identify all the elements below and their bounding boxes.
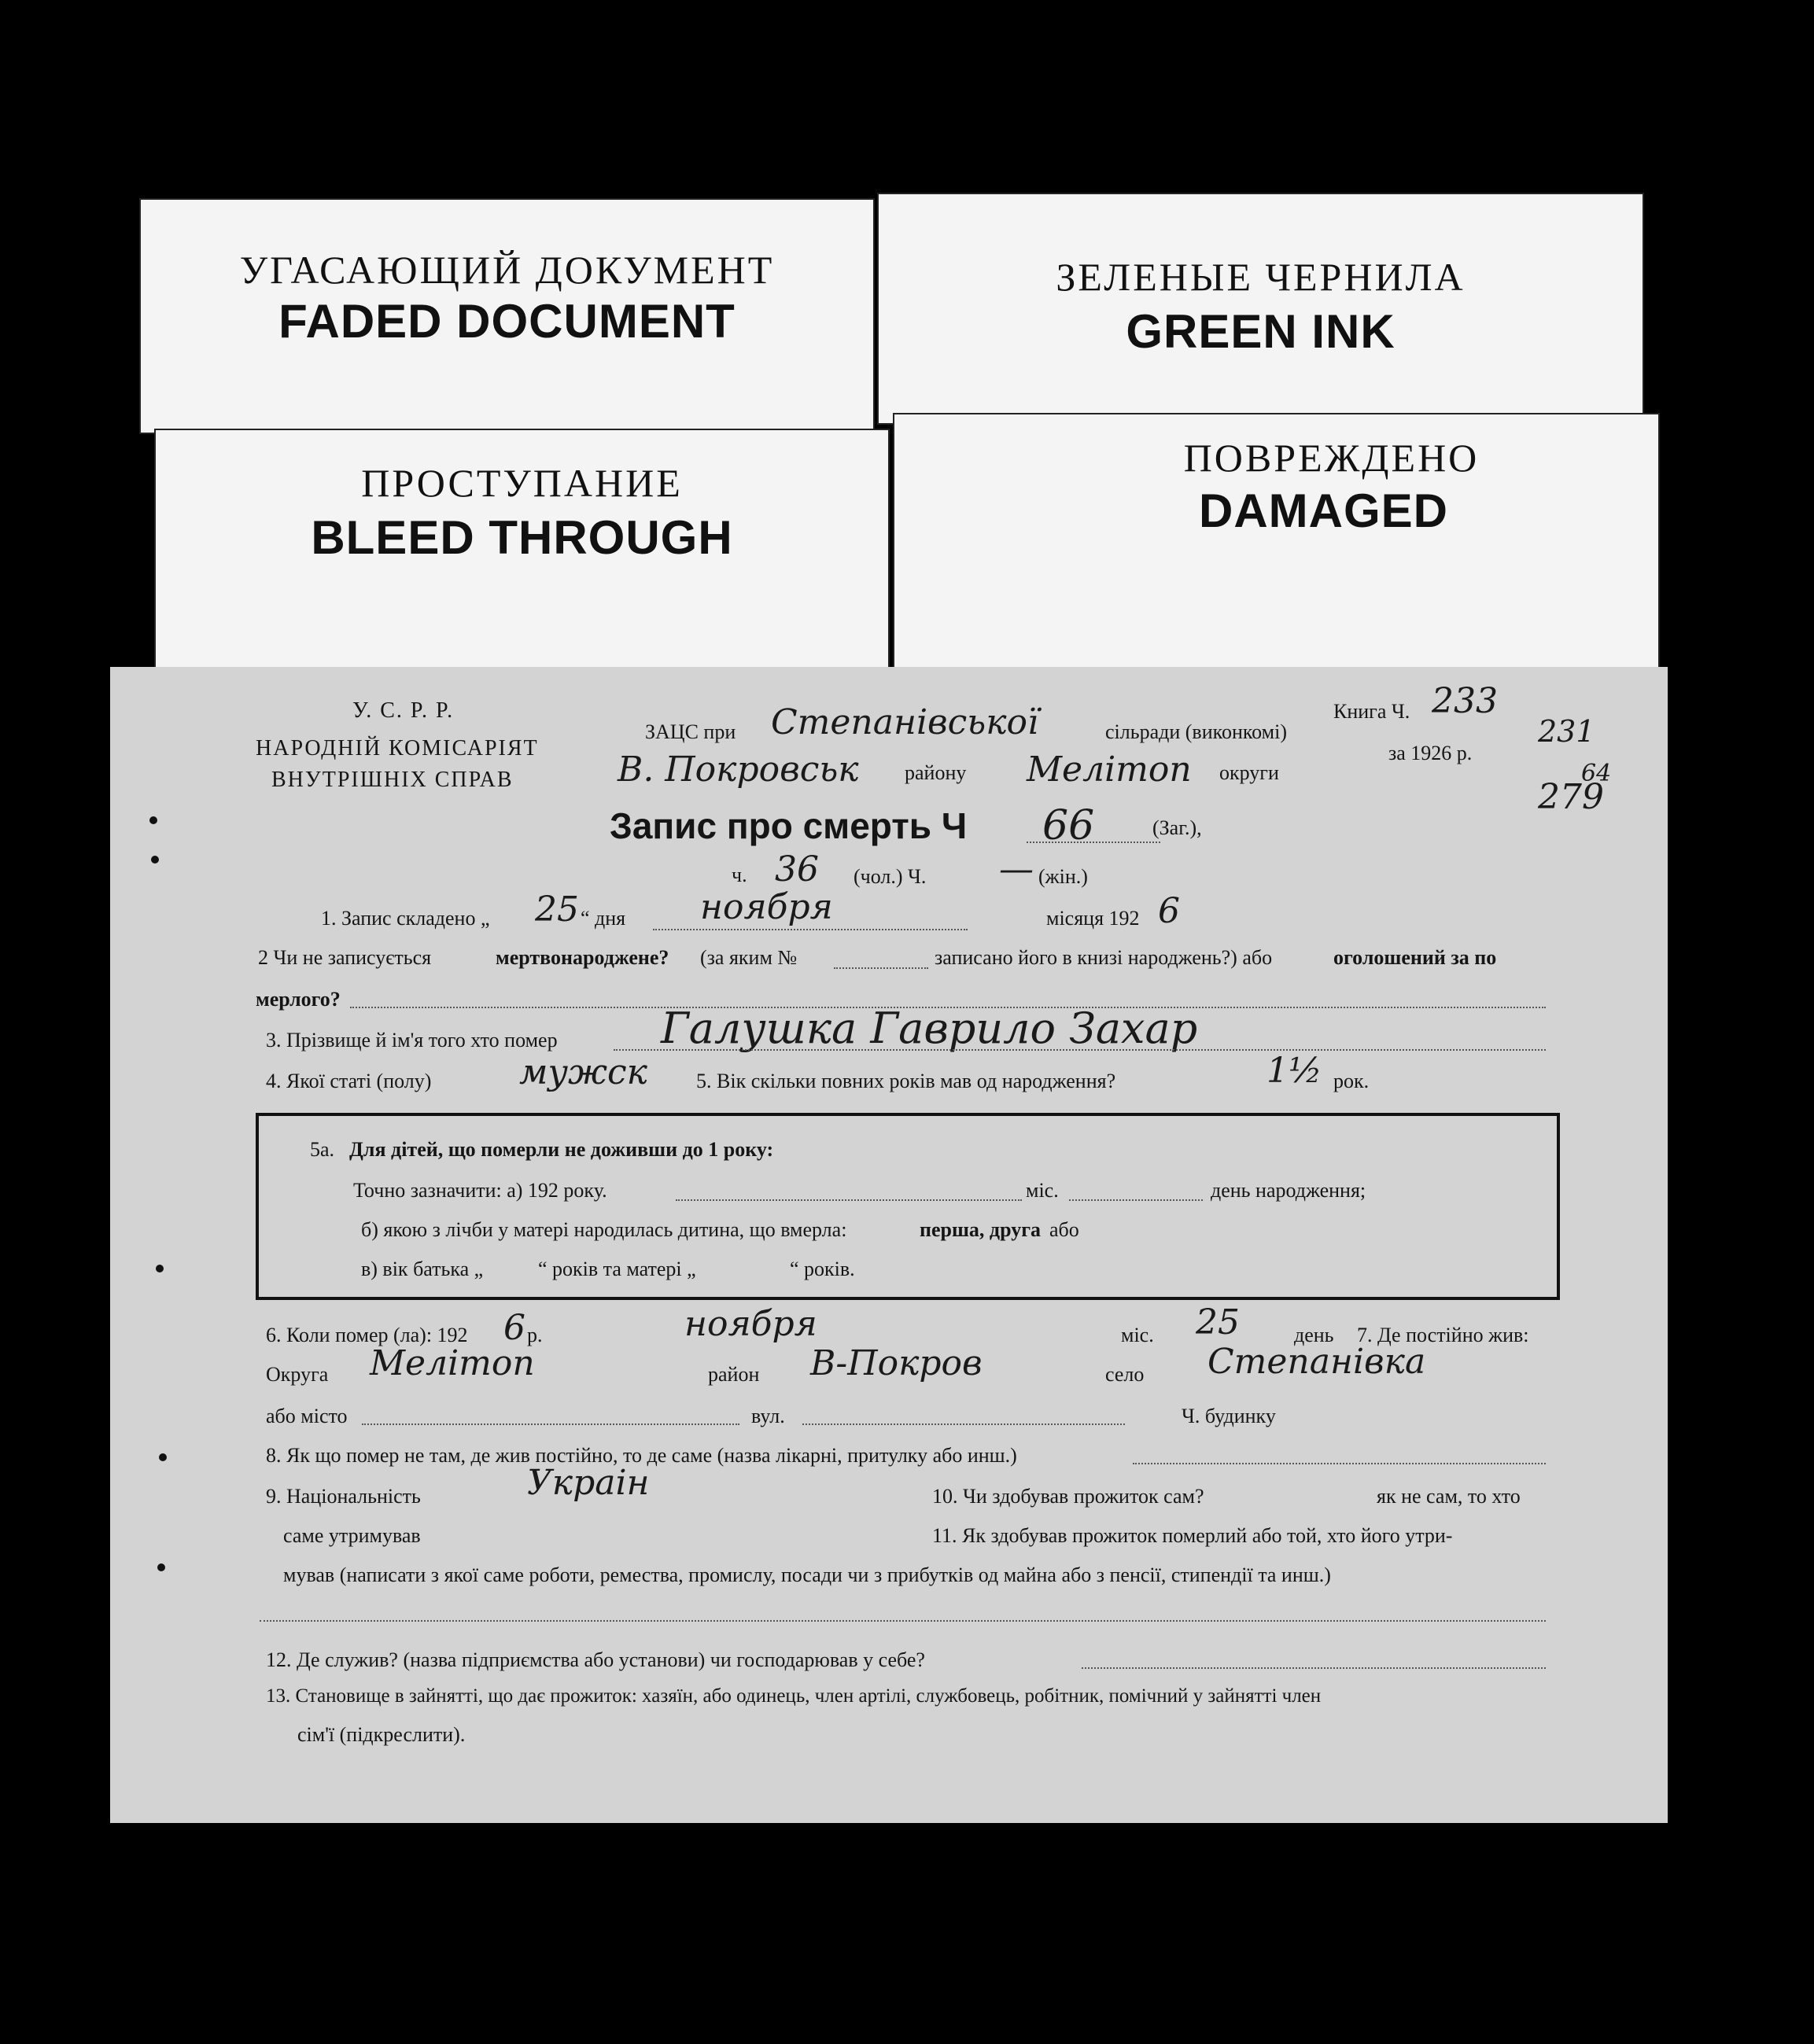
field-5a-mis: міс. <box>1026 1179 1059 1202</box>
field-selo: село <box>1105 1363 1145 1386</box>
field-rayon: район <box>708 1363 760 1386</box>
field-5-unit: рок. <box>1333 1070 1370 1092</box>
dotted-line <box>1069 1199 1203 1201</box>
hw-okrug-res: Мелітоп <box>370 1343 535 1383</box>
field-7-label: 7. Де постійно жив: <box>1357 1324 1529 1346</box>
header-okrug: округи <box>1219 761 1279 784</box>
dotted-line <box>260 1620 1546 1622</box>
hw-age: 1½ <box>1266 1051 1322 1091</box>
field-5a-label: 5а. <box>310 1138 335 1161</box>
field-5a-a: Точно зазначити: а) 192 року. <box>353 1179 607 1202</box>
label-faded-document <box>139 198 875 434</box>
hw-council: Степанівської <box>771 702 1039 742</box>
field-10-b: як не сам, то хто <box>1377 1485 1521 1508</box>
dotted-line <box>614 1049 1546 1051</box>
hw-nationality: Украін <box>527 1463 650 1503</box>
label-bleed-through <box>154 429 890 676</box>
header-zags: ЗАЦС при <box>645 720 736 743</box>
dotted-line <box>1027 842 1160 843</box>
field-12-label: 12. Де служив? (назва підприємства або установи) чи господарював у себе? <box>266 1648 925 1671</box>
hw-day: 25 <box>535 889 579 930</box>
hw-month: ноября <box>700 887 833 927</box>
field-13-b: сім'ї (підкреслити). <box>297 1723 466 1746</box>
header-district: району <box>905 761 967 784</box>
punch-hole <box>149 816 157 824</box>
header-year: за 1926 р. <box>1388 742 1473 764</box>
form-title: Запис про смерть Ч <box>610 805 968 846</box>
dotted-line <box>802 1423 1125 1425</box>
field-5a-c2: “ років та матері „ <box>538 1258 696 1280</box>
field-11-label: 11. Як здобував прожиток померлий або той, хто його утри- <box>932 1524 1453 1547</box>
label-damaged <box>893 413 1660 680</box>
header-village-council: сільради (виконкомі) <box>1105 720 1288 743</box>
death-record-form <box>110 667 1668 1823</box>
field-5a-c: в) вік батька „ <box>361 1258 484 1280</box>
hw-death-year: 6 <box>503 1308 525 1348</box>
field-2-label: 2 Чи не записується <box>258 946 432 969</box>
dotted-line <box>653 929 968 930</box>
field-6-mis: міс. <box>1121 1324 1154 1346</box>
label-damaged-en: DAMAGED <box>1199 484 1448 537</box>
title-male: (чол.) Ч. <box>854 865 927 888</box>
hw-month-year: 6 <box>1158 891 1180 931</box>
hw-death-day: 25 <box>1196 1302 1240 1342</box>
punch-hole <box>159 1453 167 1461</box>
field-5a-b-end: або <box>1049 1218 1079 1241</box>
hw-margin-no-top: 231 <box>1538 714 1595 749</box>
field-1-month: місяця 192 <box>1046 907 1140 930</box>
title-female: (жін.) <box>1038 865 1088 888</box>
hw-selo-res: Степанівка <box>1207 1342 1426 1382</box>
field-2-rest: (за яким № <box>700 946 798 969</box>
field-8-label: 8. Як що помер не там, де жив постійно, то де саме (назва лікарні, притулку або инш.) <box>266 1444 1017 1467</box>
label-bleed-ru: ПРОСТУПАНИЕ <box>361 461 683 505</box>
hw-okrug: Мелітоп <box>1027 749 1192 790</box>
dotted-line <box>1133 1463 1546 1464</box>
header-commissariat-2: ВНУТРІШНІХ СПРАВ <box>271 768 514 792</box>
label-green-en: GREEN INK <box>1126 305 1396 358</box>
field-5-label: 5. Вік скільки повних років мав од народження? <box>696 1070 1116 1092</box>
hw-district: В. Покровськ <box>618 749 859 790</box>
field-1-label: 1. Запис складено „ <box>321 907 490 930</box>
hw-margin-no: 279 <box>1538 777 1604 817</box>
field-9-label: 9. Національність <box>266 1485 421 1508</box>
header-book: Книга Ч. <box>1333 700 1410 723</box>
hw-death-month: ноября <box>684 1304 817 1344</box>
field-11-b: мував (написати з якої саме роботи, ремества, промислу, посади чи з прибутків од майна або з пенсії, стипендії та инш.) <box>283 1563 1331 1586</box>
punch-hole <box>157 1563 165 1571</box>
label-bleed-en: BLEED THROUGH <box>311 511 733 564</box>
field-budynok: Ч. будинку <box>1182 1405 1276 1427</box>
hw-male-no: 36 <box>775 849 819 889</box>
header-commissariat-1: НАРОДНІЙ КОМІСАРІЯТ <box>256 736 539 761</box>
punch-hole <box>156 1265 164 1272</box>
field-5a-c3: “ років. <box>790 1258 855 1280</box>
hw-name: Галушка Гаврило Захар <box>661 1004 1198 1053</box>
field-okruha: Округа <box>266 1363 329 1386</box>
field-5a-bold: Для дітей, що померли не доживши до 1 року: <box>349 1138 774 1161</box>
label-green-ru: ЗЕЛЕНЫЕ ЧЕРНИЛА <box>1056 255 1466 299</box>
hw-book-no: 233 <box>1432 681 1498 721</box>
hw-record-no: 66 <box>1042 802 1095 849</box>
field-6-label: 6. Коли помер (ла): 192 <box>266 1324 468 1346</box>
header-usrr: У. С. Р. Р. <box>352 698 455 723</box>
field-5a-b-bold: перша, друга <box>920 1218 1042 1241</box>
field-1-day: “ дня <box>581 907 626 930</box>
label-green-ink <box>877 193 1644 425</box>
field-2-bold: мертвонароджене? <box>496 946 669 969</box>
dotted-line <box>834 967 928 969</box>
label-faded-ru: УГАСАЮЩИЙ ДОКУМЕНТ <box>239 248 775 292</box>
title-male-prefix: ч. <box>732 864 747 886</box>
label-faded-en: FADED DOCUMENT <box>278 295 736 348</box>
box-5a <box>256 1113 1560 1300</box>
field-4-label: 4. Якої статі (полу) <box>266 1070 432 1092</box>
field-2-bold2: оголошений за по <box>1333 946 1497 969</box>
field-5a-day: день народження; <box>1211 1179 1366 1202</box>
hw-sex: мужск <box>519 1052 647 1092</box>
dotted-line <box>1082 1667 1546 1669</box>
hw-dash: — <box>999 849 1034 889</box>
hw-rayon-res: В-Покров <box>810 1343 983 1383</box>
field-13-label: 13. Становище в зайнятті, що дає прожиток: хазяїн, або одинець, член артілі, службовець, робітник, помічний у зайнятті член <box>266 1685 1322 1707</box>
title-zag: (Заг.), <box>1152 816 1202 839</box>
hw-margin-no-mid: 64 <box>1581 760 1612 787</box>
field-10-label: 10. Чи здобував прожиток сам? <box>932 1485 1204 1508</box>
field-6-day: день <box>1294 1324 1334 1346</box>
field-6-r: р. <box>527 1324 543 1346</box>
field-abo-misto: або місто <box>266 1405 348 1427</box>
field-vul: вул. <box>751 1405 785 1427</box>
field-10-c: саме утримував <box>283 1524 421 1547</box>
field-5a-b: б) якою з лічби у матері народилась дитина, що вмерла: <box>361 1218 847 1241</box>
field-3-label: 3. Прізвище й ім'я того хто помер <box>266 1029 558 1051</box>
dotted-line <box>676 1199 1022 1201</box>
field-2-line2: мерлого? <box>256 988 341 1011</box>
label-damaged-ru: ПОВРЕЖДЕНО <box>1183 436 1480 480</box>
field-2-cont: записано його в книзі народжень?) або <box>935 946 1273 969</box>
dotted-line <box>362 1423 739 1425</box>
punch-hole <box>151 856 159 864</box>
